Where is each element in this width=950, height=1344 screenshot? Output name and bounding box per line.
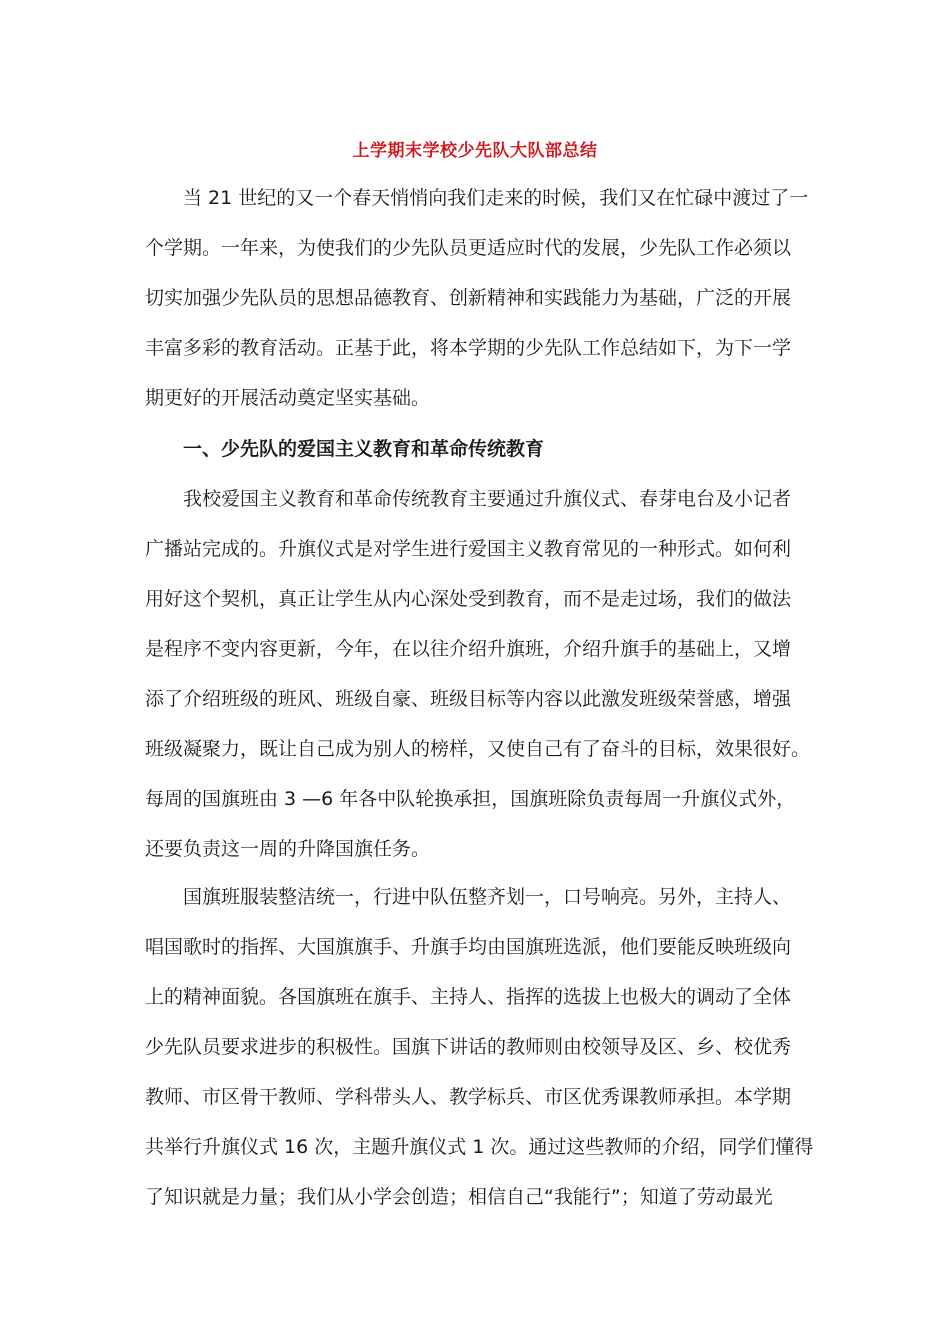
paragraph-line: 当 21 世纪的又一个春天悄悄向我们走来的时候，我们又在忙碌中渡过了一 (183, 187, 809, 209)
paragraph-line: 上的精神面貌。各国旗班在旗手、主持人、指挥的选拔上也极大的调动了全体 (145, 986, 792, 1008)
paragraph-line: 唱国歌时的指挥、大国旗旗手、升旗手均由国旗班选派，他们要能反映班级向 (145, 936, 792, 958)
paragraph-line: 少先队员要求进步的积极性。国旗下讲话的教师则由校领导及区、乡、校优秀 (145, 1036, 792, 1058)
paragraph-line: 了知识就是力量；我们从小学会创造；相信自己“我能行”；知道了劳动最光 (145, 1186, 773, 1208)
paragraph-line: 还要负责这一周的升降国旗任务。 (145, 838, 431, 860)
paragraph-line: 是程序不变内容更新，今年，在以往介绍升旗班，介绍升旗手的基础上，又增 (145, 638, 792, 660)
document-title: 上学期末学校少先队大队部总结 (352, 141, 598, 161)
paragraph-line: 添了介绍班级的班风、班级自豪、班级目标等内容以此激发班级荣誉感，增强 (145, 688, 792, 710)
section-heading: 一、少先队的爱国主义教育和革命传统教育 (183, 438, 545, 460)
paragraph-line: 每周的国旗班由 3 —6 年各中队轮换承担，国旗班除负责每周一升旗仪式外， (145, 788, 796, 810)
paragraph-line: 切实加强少先队员的思想品德教育、创新精神和实践能力为基础，广泛的开展 (145, 287, 792, 309)
paragraph-line: 班级凝聚力，既让自己成为别人的榜样，又使自己有了奋斗的目标，效果很好。 (145, 738, 811, 760)
paragraph-line: 用好这个契机，真正让学生从内心深处受到教育，而不是走过场，我们的做法 (145, 588, 792, 610)
paragraph-line: 期更好的开展活动奠定坚实基础。 (145, 387, 431, 409)
paragraph-line: 个学期。一年来，为使我们的少先队员更适应时代的发展，少先队工作必须以 (145, 237, 792, 259)
paragraph-line: 广播站完成的。升旗仪式是对学生进行爱国主义教育常见的一种形式。如何利 (145, 538, 792, 560)
paragraph-line: 丰富多彩的教育活动。正基于此，将本学期的少先队工作总结如下，为下一学 (145, 337, 792, 359)
paragraph-line: 国旗班服装整洁统一，行进中队伍整齐划一，口号响亮。另外，主持人、 (183, 886, 792, 908)
paragraph-line: 我校爱国主义教育和革命传统教育主要通过升旗仪式、春芽电台及小记者 (183, 488, 792, 510)
paragraph-line: 共举行升旗仪式 16 次，主题升旗仪式 1 次。通过这些教师的介绍，同学们懂得 (145, 1136, 814, 1158)
paragraph-line: 教师、市区骨干教师、学科带头人、教学标兵、市区优秀课教师承担。本学期 (145, 1086, 792, 1108)
